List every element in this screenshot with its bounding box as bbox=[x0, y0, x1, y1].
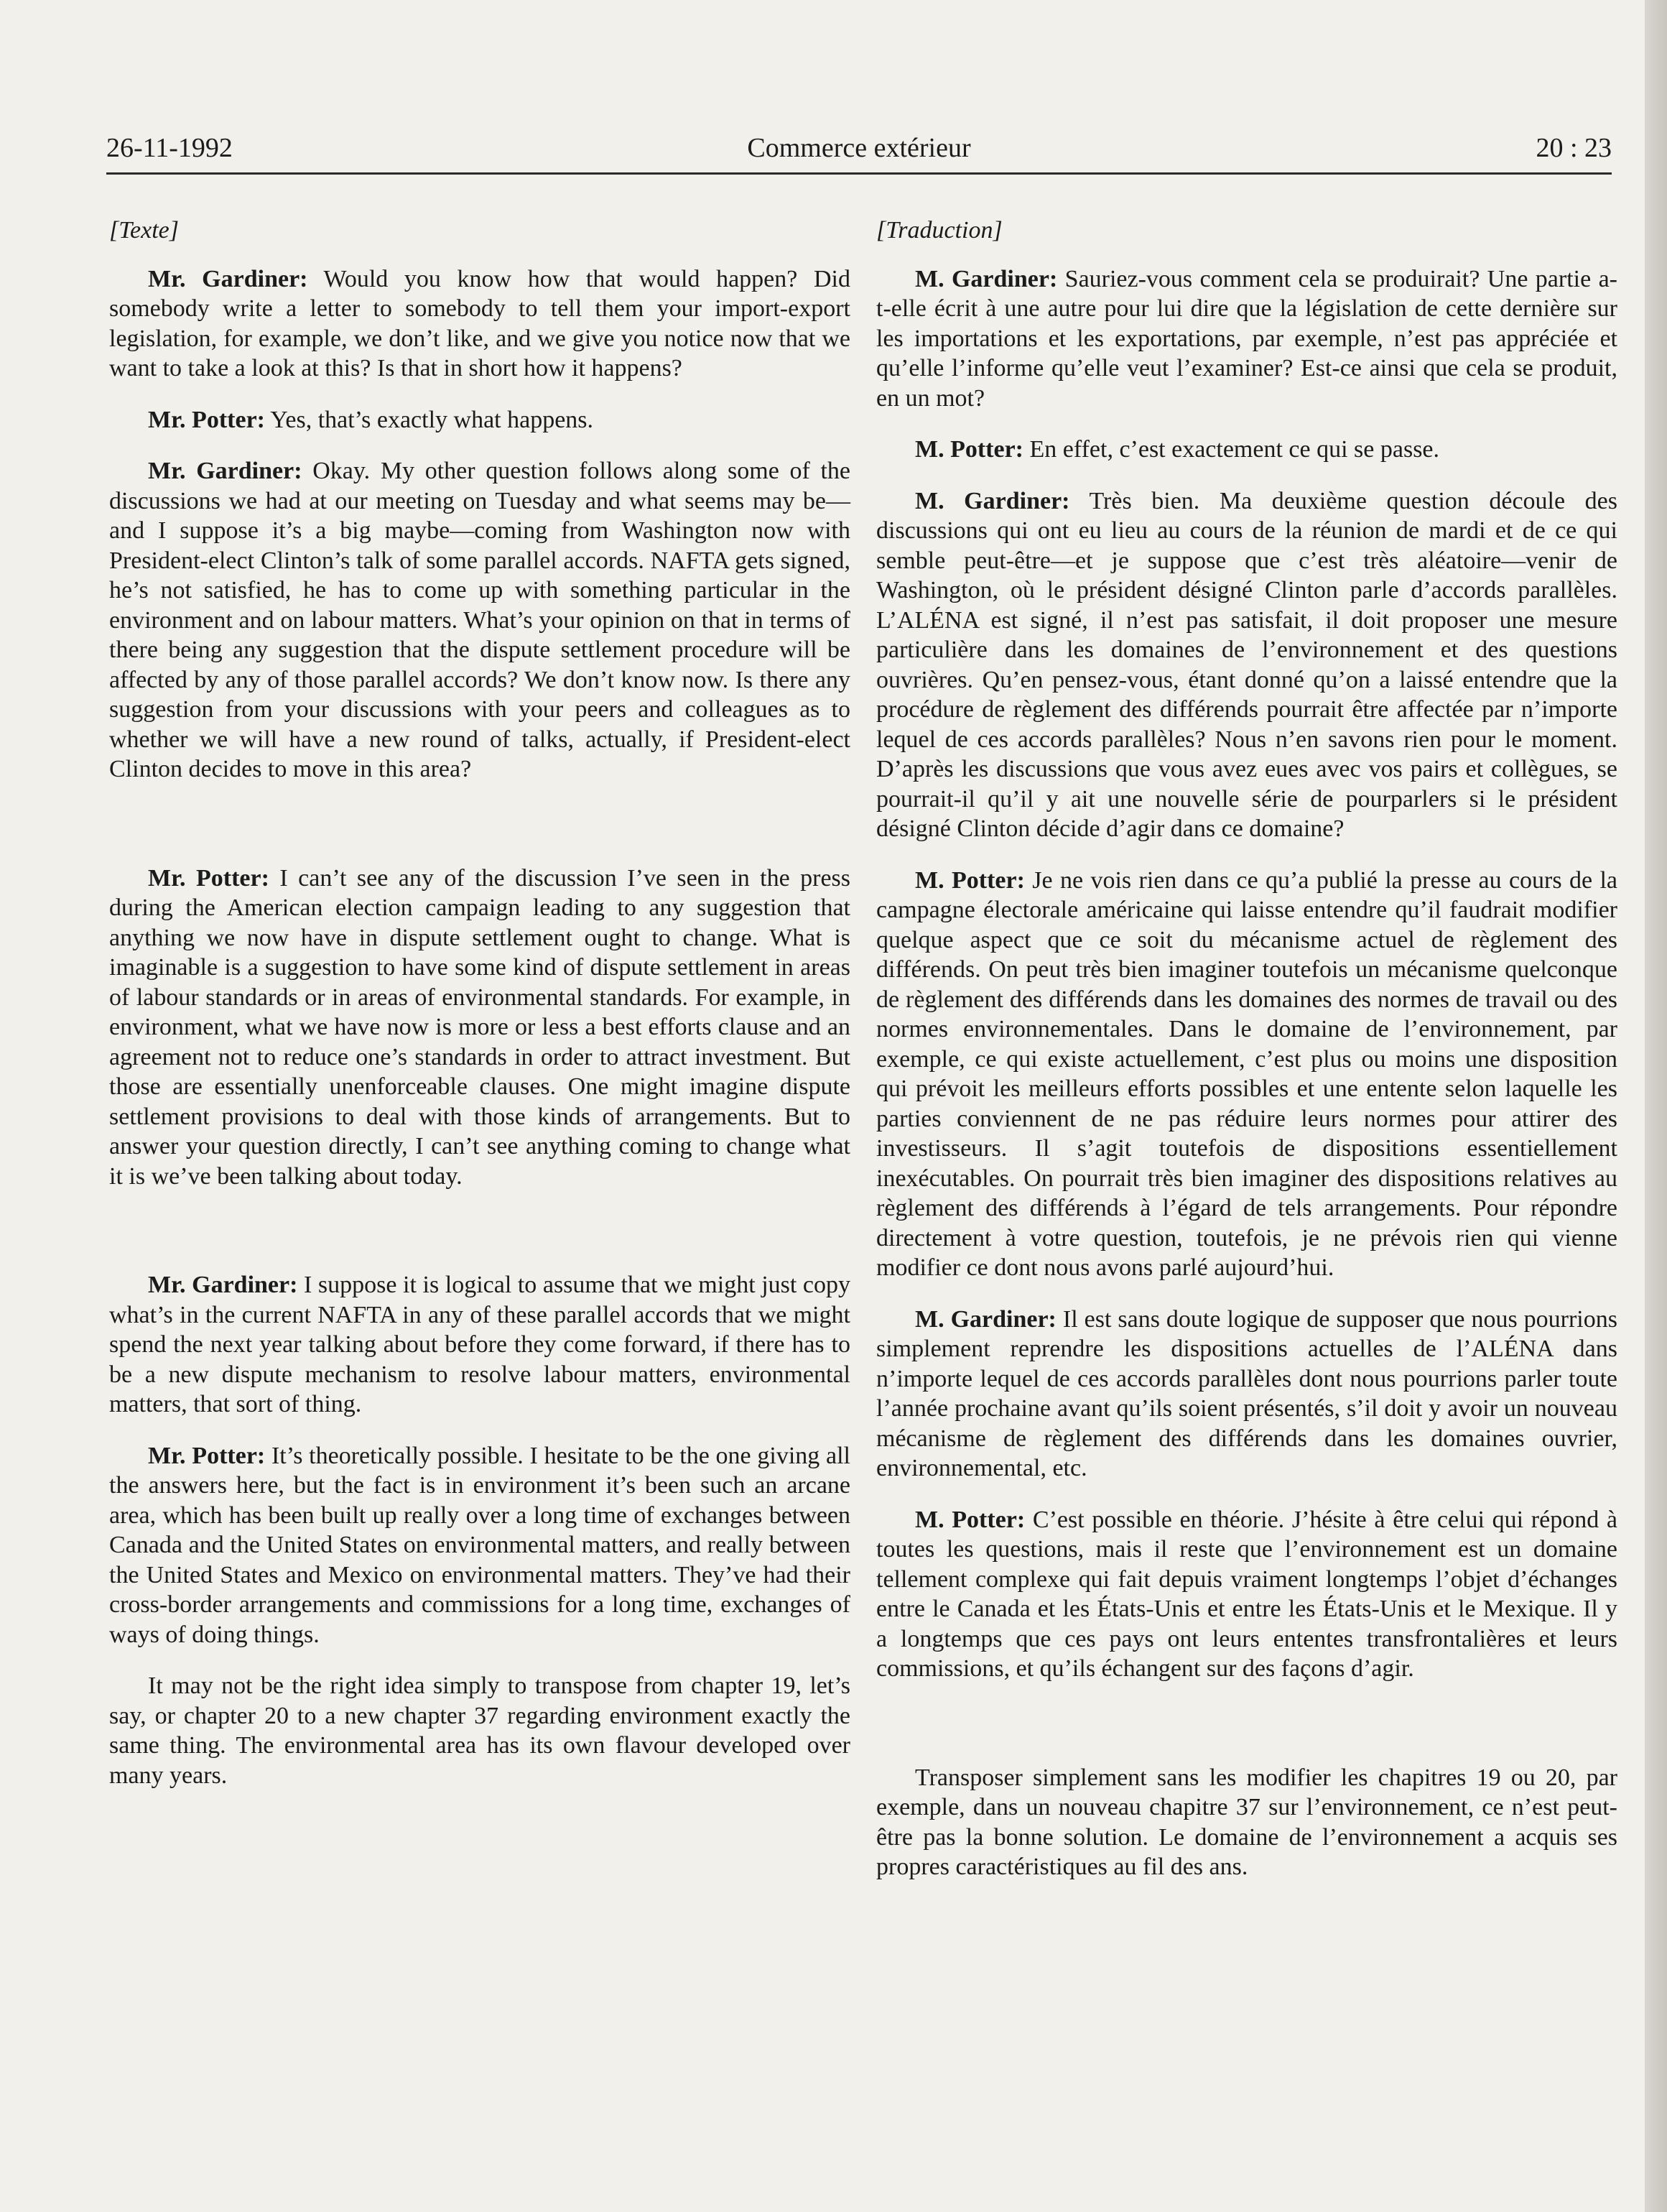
paragraph-potter-3 bbox=[109, 1441, 850, 1650]
paragraph-gardiner-3 bbox=[109, 1270, 850, 1420]
paragraph-text: Okay. My other question follows along some of the discussions we had at our meeting on Tuesday and what seems may be—and I suppose it’s a big maybe—coming from Washington now with President-elect Clinton’s talk of some parallel accords. NAFTA gets signed, he’s not satisfied, he has to come up with something particular in the environment and on labour matters. What’s your opinion on that in terms of there being any suggestion that the dispute settlement procedure will be affected by any of those parallel accords? We don’t know now. Is there any suggestion from your discussions with your peers and colleagues as to whether we will have a new round of talks, actually, if President-elect Clinton decides to move in this area? bbox=[109, 458, 850, 782]
column-tag-texte: [Texte] bbox=[109, 217, 179, 244]
paragraph-text: En effet, c’est exactement ce qui se passe. bbox=[1023, 436, 1440, 463]
paragraph-potter-3-fr bbox=[876, 1505, 1617, 1684]
header-date: 26-11-1992 bbox=[106, 133, 233, 163]
paragraph-potter-4 bbox=[109, 1671, 850, 1790]
paragraph-text: I can’t see any of the discussion I’ve seen in the press during the American election campaign leading to any suggestion that anything we now have in dispute settlement ought to change. What is imaginable is a suggestion to have some kind of dispute settlement in areas of labour standards or in areas of environmental standards. For example, in environment, what we have now is more or less a best efforts clause and an agreement not to reduce one’s standards in order to attract investment. But those are essentially unenforceable clauses. One might imagine dispute settlement provisions to deal with those kinds of arrangements. But to answer your question directly, I can’t see anything coming to change what it is we’ve been talking about today. bbox=[109, 864, 850, 1190]
column-tag-traduction: [Traduction] bbox=[876, 217, 1003, 244]
speaker-label: Mr. Gardiner: bbox=[148, 458, 302, 484]
speaker-label: Mr. Potter: bbox=[148, 1442, 266, 1469]
paragraph-text: Très bien. Ma deuxième question découle des discussions qui ont eu lieu au cours de la réunion de mardi et de ce qui semble peut-être—et je suppose que c’est très aléatoire—venir de Washington, où le président désigné Clinton parle d’accords parallèles. L’ALÉNA est signé, il n’est pas satisfait, il doit proposer une mesure particulière dans les domaines de l’environnement et des questions ouvrières. Qu’en pensez-vous, étant donné qu’on a laissé entendre que la procédure de règlement des différends pourrait être affectée par n’importe lequel de ces accords parallèles? Nous n’en savons rien pour le moment. D’après les discussions que vous avez eues avec vos pairs et collègues, se pourrait-il qu’il y ait une nouvelle série de pourparlers si le président désigné Clinton décide d’agir dans ce domaine? bbox=[876, 487, 1617, 842]
paragraph-gardiner-3-fr bbox=[876, 1305, 1617, 1484]
paragraph-text: Yes, that’s exactly what happens. bbox=[264, 406, 594, 433]
spacer bbox=[876, 1706, 1617, 1763]
page-binding-edge bbox=[1645, 0, 1667, 2212]
english-column bbox=[109, 216, 850, 1812]
speaker-label: Mr. Gardiner: bbox=[148, 1272, 298, 1298]
paragraph-text: Would you know how that would happen? Did somebody write a letter to somebody to tell them your import-export legislation, for example, we don’t like, and we give you notice now that we want to take a look at this? Is that in short how it happens? bbox=[109, 265, 850, 381]
paragraph-gardiner-2-fr bbox=[876, 486, 1617, 844]
header-title: Commerce extérieur bbox=[747, 133, 971, 163]
speaker-label: Mr. Potter: bbox=[148, 406, 265, 433]
speaker-label: Mr. Potter: bbox=[148, 864, 269, 892]
paragraph-potter-4-fr bbox=[876, 1763, 1617, 1882]
speaker-label: M. Potter: bbox=[915, 1506, 1026, 1533]
speaker-label: Mr. Gardiner: bbox=[148, 265, 308, 292]
speaker-label: M. Potter: bbox=[915, 866, 1025, 894]
french-column bbox=[876, 216, 1617, 1904]
speaker-label: M. Gardiner: bbox=[915, 265, 1058, 292]
spacer bbox=[109, 806, 850, 864]
paragraph-text: It may not be the right idea simply to transpose from chapter 19, let’s say, or chapter 20 to a new chapter 37 regarding environment exactly the same thing. The environmental area has its own flavour developed over many years. bbox=[109, 1672, 850, 1789]
paragraph-potter-1 bbox=[109, 405, 850, 435]
paragraph-text: C’est possible en théorie. J’hésite à être celui qui répond à toutes les questions, mais il reste que l’environnement est un domaine tellement complexe qui fait depuis vraiment longtemps l’objet d’échanges entre le Canada et les États-Unis et entre les États-Unis et le Mexique. Il y a longtemps que ces pays ont leurs ententes transfrontalières et leurs commissions, et qu’ils échangent sur des façons d’agir. bbox=[876, 1506, 1617, 1682]
paragraph-text: It’s theoretically possible. I hesitate to be the one giving all the answers here, but the fact is in environment it’s been such an arcane area, which has been built up really over a long time of exchanges between Canada and the United States on environmental matters, and really between the United States and Mexico on environmental matters. They’ve had their cross-border arrangements and commissions for a long time, exchanges of ways of doing things. bbox=[109, 1442, 850, 1648]
speaker-label: M. Potter: bbox=[915, 436, 1024, 463]
paragraph-text: Je ne vois rien dans ce qu’a publié la presse au cours de la campagne électorale américaine qui laisse entendre qu’il faudrait modifier quelque aspect que ce soit du mécanisme actuel de règlement des différends. On peut très bien imaginer toutefois un mécanisme quelconque de règlement des différends dans les domaines des normes de travail ou des normes environnementales. Dans le domaine de l’environnement, par exemple, ce qui existe actuellement, c’est plus ou moins une disposition qui prévoit les meilleurs efforts possibles et une entente selon laquelle les parties conviennent de ne pas réduire leurs normes pour attirer des investisseurs. Il s’agit toutefois de dispositions essentiellement inexécutables. On pourrait très bien imaginer des dispositions relatives au règlement des différends à l’égard de tels arrangements. Pour répondre directement à votre question, toutefois, je ne prévois rien qui vienne modifier ce dont nous avons parlé aujourd’hui. bbox=[876, 866, 1618, 1281]
header-page-number: 20 : 23 bbox=[1536, 133, 1612, 163]
paragraph-potter-2-fr bbox=[876, 866, 1617, 1283]
spacer bbox=[109, 1213, 850, 1270]
paragraph-gardiner-1-fr bbox=[876, 264, 1617, 414]
paragraph-gardiner-2 bbox=[109, 456, 850, 785]
paragraph-potter-1-fr bbox=[876, 435, 1617, 465]
speaker-label: M. Gardiner: bbox=[915, 487, 1070, 514]
running-header bbox=[106, 121, 1612, 175]
paragraph-text: Il est sans doute logique de supposer que nous pourrions simplement reprendre les dispositions actuelles de l’ALÉNA dans n’importe lequel de ces accords parallèles dont nous pourrions parler toute l’année prochaine avant qu’ils soient présentés, s’il doit y avoir un nouveau mécanisme de règlement des différends dans les domaines ouvrier, environnemental, etc. bbox=[876, 1305, 1617, 1481]
paragraph-text: Sauriez-vous comment cela se produirait? Une partie a-t-elle écrit à une autre pour lui dire que la législation de cette dernière sur les importations et les exportations, par exemple, n’est pas appréciée et qu’elle l’informe qu’elle veut l’examiner? Est-ce ainsi que cela se produit, en un mot? bbox=[876, 265, 1617, 412]
paragraph-text: Transposer simplement sans les modifier les chapitres 19 ou 20, par exemple, dans un nouveau chapitre 37 sur l’environnement, ce n’est peut-être pas la bonne solution. Le domaine de l’environnement a acquis ses propres caractéristiques au fil des ans. bbox=[876, 1764, 1617, 1880]
paragraph-text: I suppose it is logical to assume that we might just copy what’s in the current NAFTA in any of these parallel accords that we might spend the next year talking about before they come forward, if there has to be a new dispute mechanism to resolve labour matters, environmental matters, that sort of thing. bbox=[109, 1272, 851, 1417]
paragraph-gardiner-1 bbox=[109, 264, 850, 384]
paragraph-potter-2 bbox=[109, 864, 850, 1192]
speaker-label: M. Gardiner: bbox=[915, 1305, 1057, 1333]
